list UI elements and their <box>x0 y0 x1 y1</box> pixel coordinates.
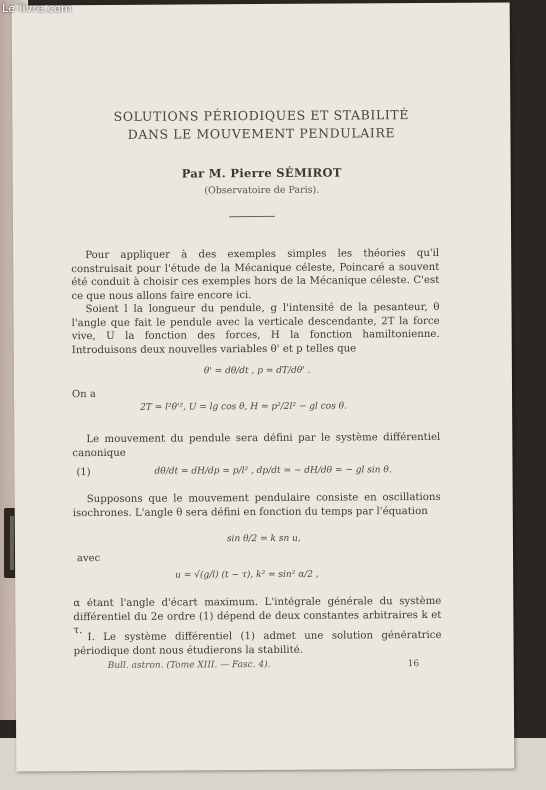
binder-clip-detail <box>10 516 14 570</box>
paragraph-isochrone <box>73 491 441 520</box>
paragraph-canonical-text: Le mouvement du pendule sera défini par le système différentiel canonique <box>72 431 441 459</box>
paragraph-canonical <box>72 431 440 460</box>
equation-number: (1) <box>76 467 91 479</box>
paragraph-periodic <box>73 629 441 658</box>
paragraph-isochrone-text: Supposons que le mouvement pendulaire consiste en oscillations isochrones. L'angle θ sera défini en fonction du temps par l'équation <box>72 491 441 519</box>
label-avec: avec <box>77 552 101 565</box>
equation-variables: θ' = dθ/dt , p = dT/dθ' . <box>203 365 311 377</box>
equation-sn: sin θ/2 = k sn u, <box>226 533 301 545</box>
equation-u: u = √(g/l) (t − τ), k² = sin² α/2 , <box>175 569 319 581</box>
affiliation: (Observatoire de Paris). <box>204 184 320 197</box>
page-number: 16 <box>407 659 420 670</box>
title-line-1: SOLUTIONS PÉRIODIQUES ET STABILITÉ <box>113 107 410 124</box>
document-page <box>12 2 515 771</box>
label-on-a: On a <box>72 389 96 401</box>
paragraph-definitions <box>71 301 439 358</box>
paragraph-intro <box>71 247 439 304</box>
author: Par M. Pierre SÉMIROT <box>181 165 342 181</box>
title-divider <box>229 216 275 217</box>
paragraph-integral-text: α étant l'angle d'écart maximum. L'intégrale générale du système différentiel du 2e ordre (1) dépend de deux constantes arbitraires k et τ. <box>73 595 442 637</box>
equation-system: dθ/dt = dH/dp = p/l² , dp/dt = − dH/dθ = − gl sin θ. <box>154 465 392 477</box>
paragraph-periodic-text: I. Le système différentiel (1) admet une solution génératrice périodique dont nous étudierons la stabilité. <box>73 629 442 657</box>
journal-reference: Bull. astron. (Tome XIII. — Fasc. 4). <box>107 659 271 671</box>
title-line-2: DANS LE MOUVEMENT PENDULAIRE <box>127 125 396 142</box>
equation-energy: 2T = l²θ'², U = lg cos θ, H = p²/2l² − gl cos θ. <box>140 401 347 413</box>
paragraph-definitions-text: Soient l la longueur du pendule, g l'intensité de la pesanteur, θ l'angle que fait le pendule avec la verticale descendante, 2T la force vive, U la fonction des forces, H la fonction hamiltonienne. Introduisons deux nouvelles variables θ' et p telles que <box>71 301 440 356</box>
watermark: Le-livre.com <box>2 2 72 15</box>
paragraph-intro-text: Pour appliquer à des exemples simples les théories qu'il construisait pour l'étude de la Mécanique céleste, Poincaré a souvent été conduit à choisir ces exemples hors de la Mécanique céleste. C'est ce que nous allons faire encore ici. <box>71 247 440 302</box>
